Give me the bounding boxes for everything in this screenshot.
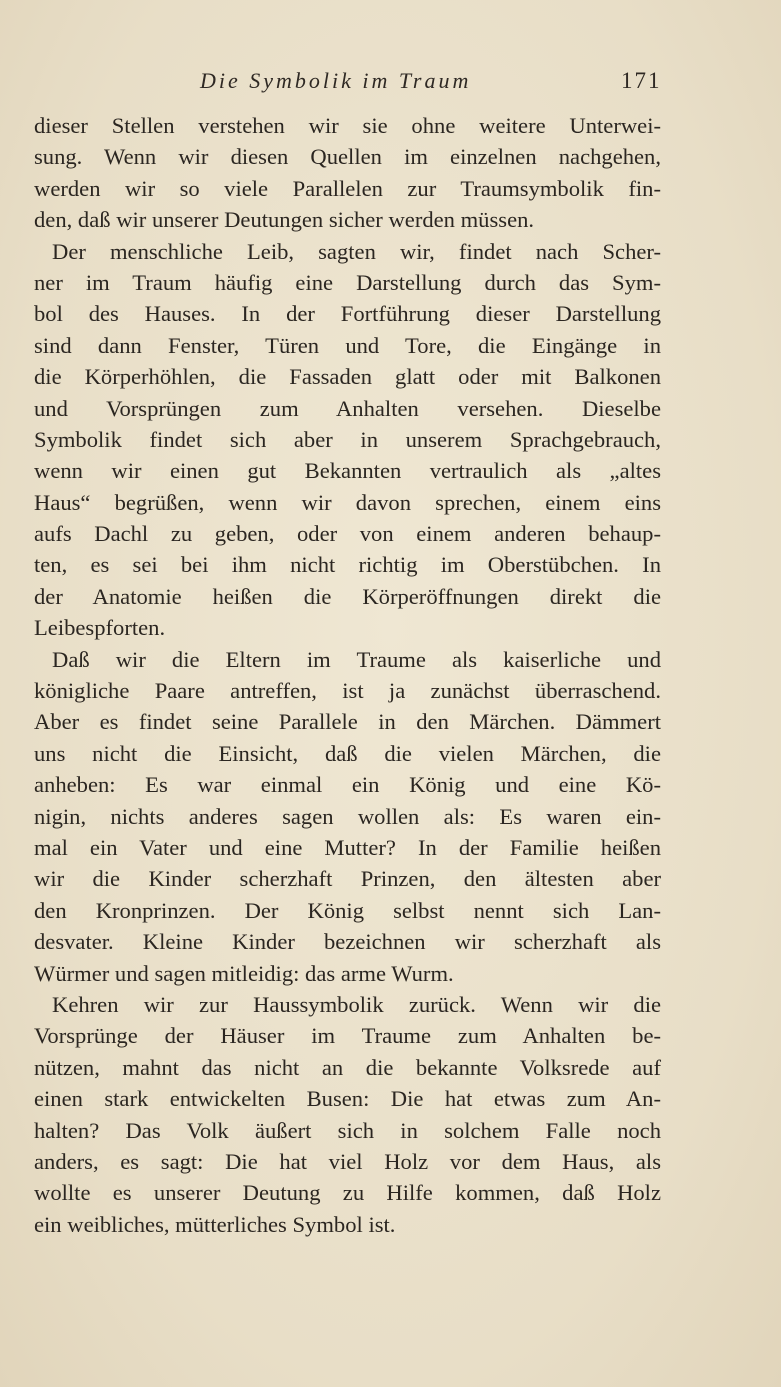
text-line: wenn wir einen gut Bekannten vertraulich als „altes bbox=[34, 458, 661, 484]
text-line: Aber es findet seine Parallele in den Märchen. Dämmert bbox=[34, 709, 661, 735]
text-line: königliche Paare antreffen, ist ja zunächst überraschend. bbox=[34, 678, 661, 704]
text-line: Der menschliche Leib, sagten wir, findet nach Scher- bbox=[52, 238, 661, 264]
text-line: Würmer und sagen mitleidig: das arme Wurm. bbox=[34, 960, 454, 986]
text-line: wir die Kinder scherzhaft Prinzen, den ältesten aber bbox=[34, 866, 661, 892]
body-text bbox=[34, 110, 661, 1240]
text-line: anders, es sagt: Die hat viel Holz vor dem Haus, als bbox=[34, 1148, 661, 1174]
page-header bbox=[0, 66, 781, 102]
text-line: wollte es unserer Deutung zu Hilfe kommen, daß Holz bbox=[34, 1180, 661, 1206]
text-line: uns nicht die Einsicht, daß die vielen Märchen, die bbox=[34, 740, 661, 766]
text-line: bol des Hauses. In der Fortführung dieser Darstellung bbox=[34, 301, 661, 327]
text-line: Daß wir die Eltern im Traume als kaiserliche und bbox=[52, 646, 661, 672]
text-line: den Kronprinzen. Der König selbst nennt sich Lan- bbox=[34, 897, 661, 923]
text-line: ein weibliches, mütterliches Symbol ist. bbox=[34, 1211, 396, 1237]
text-line: anheben: Es war einmal ein König und eine Kö- bbox=[34, 772, 661, 798]
text-line: desvater. Kleine Kinder bezeichnen wir scherzhaft als bbox=[34, 929, 661, 955]
text-line: die Körperhöhlen, die Fassaden glatt oder mit Balkonen bbox=[34, 364, 661, 390]
text-line: dieser Stellen verstehen wir sie ohne weitere Unterwei- bbox=[34, 113, 661, 138]
text-line: Haus“ begrüßen, wenn wir davon sprechen, einem eins bbox=[34, 489, 661, 515]
text-line: und Vorsprüngen zum Anhalten versehen. Dieselbe bbox=[34, 395, 661, 421]
text-line: halten? Das Volk äußert sich in solchem Falle noch bbox=[34, 1117, 661, 1143]
text-line: nützen, mahnt das nicht an die bekannte Volksrede auf bbox=[34, 1054, 661, 1080]
page-number: 171 bbox=[621, 68, 662, 93]
text-line: aufs Dachl zu geben, oder von einem anderen behaup- bbox=[34, 521, 661, 547]
text-line: den, daß wir unserer Deutungen sicher werden müssen. bbox=[34, 207, 535, 233]
text-line: sind dann Fenster, Türen und Tore, die Eingänge in bbox=[34, 332, 661, 358]
text-line: ner im Traum häufig eine Darstellung durch das Sym- bbox=[34, 269, 661, 295]
text-line: mal ein Vater und eine Mutter? In der Familie heißen bbox=[34, 834, 661, 860]
text-line: nigin, nichts anderes sagen wollen als: Es waren ein- bbox=[34, 803, 661, 829]
text-line: Symbolik findet sich aber in unserem Sprachgebrauch, bbox=[34, 426, 661, 452]
running-title: Die Symbolik im Traum bbox=[200, 68, 472, 93]
text-line: ten, es sei bei ihm nicht richtig im Oberstübchen. In bbox=[34, 552, 661, 578]
text-line: Leibespforten. bbox=[34, 615, 166, 641]
text-line: Vorsprünge der Häuser im Traume zum Anhalten be- bbox=[34, 1023, 661, 1049]
text-line: der Anatomie heißen die Körperöffnungen direkt die bbox=[34, 583, 661, 609]
text-line: Kehren wir zur Haussymbolik zurück. Wenn wir die bbox=[52, 991, 661, 1017]
text-line: werden wir so viele Parallelen zur Traumsymbolik fin- bbox=[34, 175, 661, 201]
text-line: sung. Wenn wir diesen Quellen im einzelnen nachgehen, bbox=[34, 144, 661, 170]
text-line: einen stark entwickelten Busen: Die hat etwas zum An- bbox=[34, 1086, 661, 1112]
